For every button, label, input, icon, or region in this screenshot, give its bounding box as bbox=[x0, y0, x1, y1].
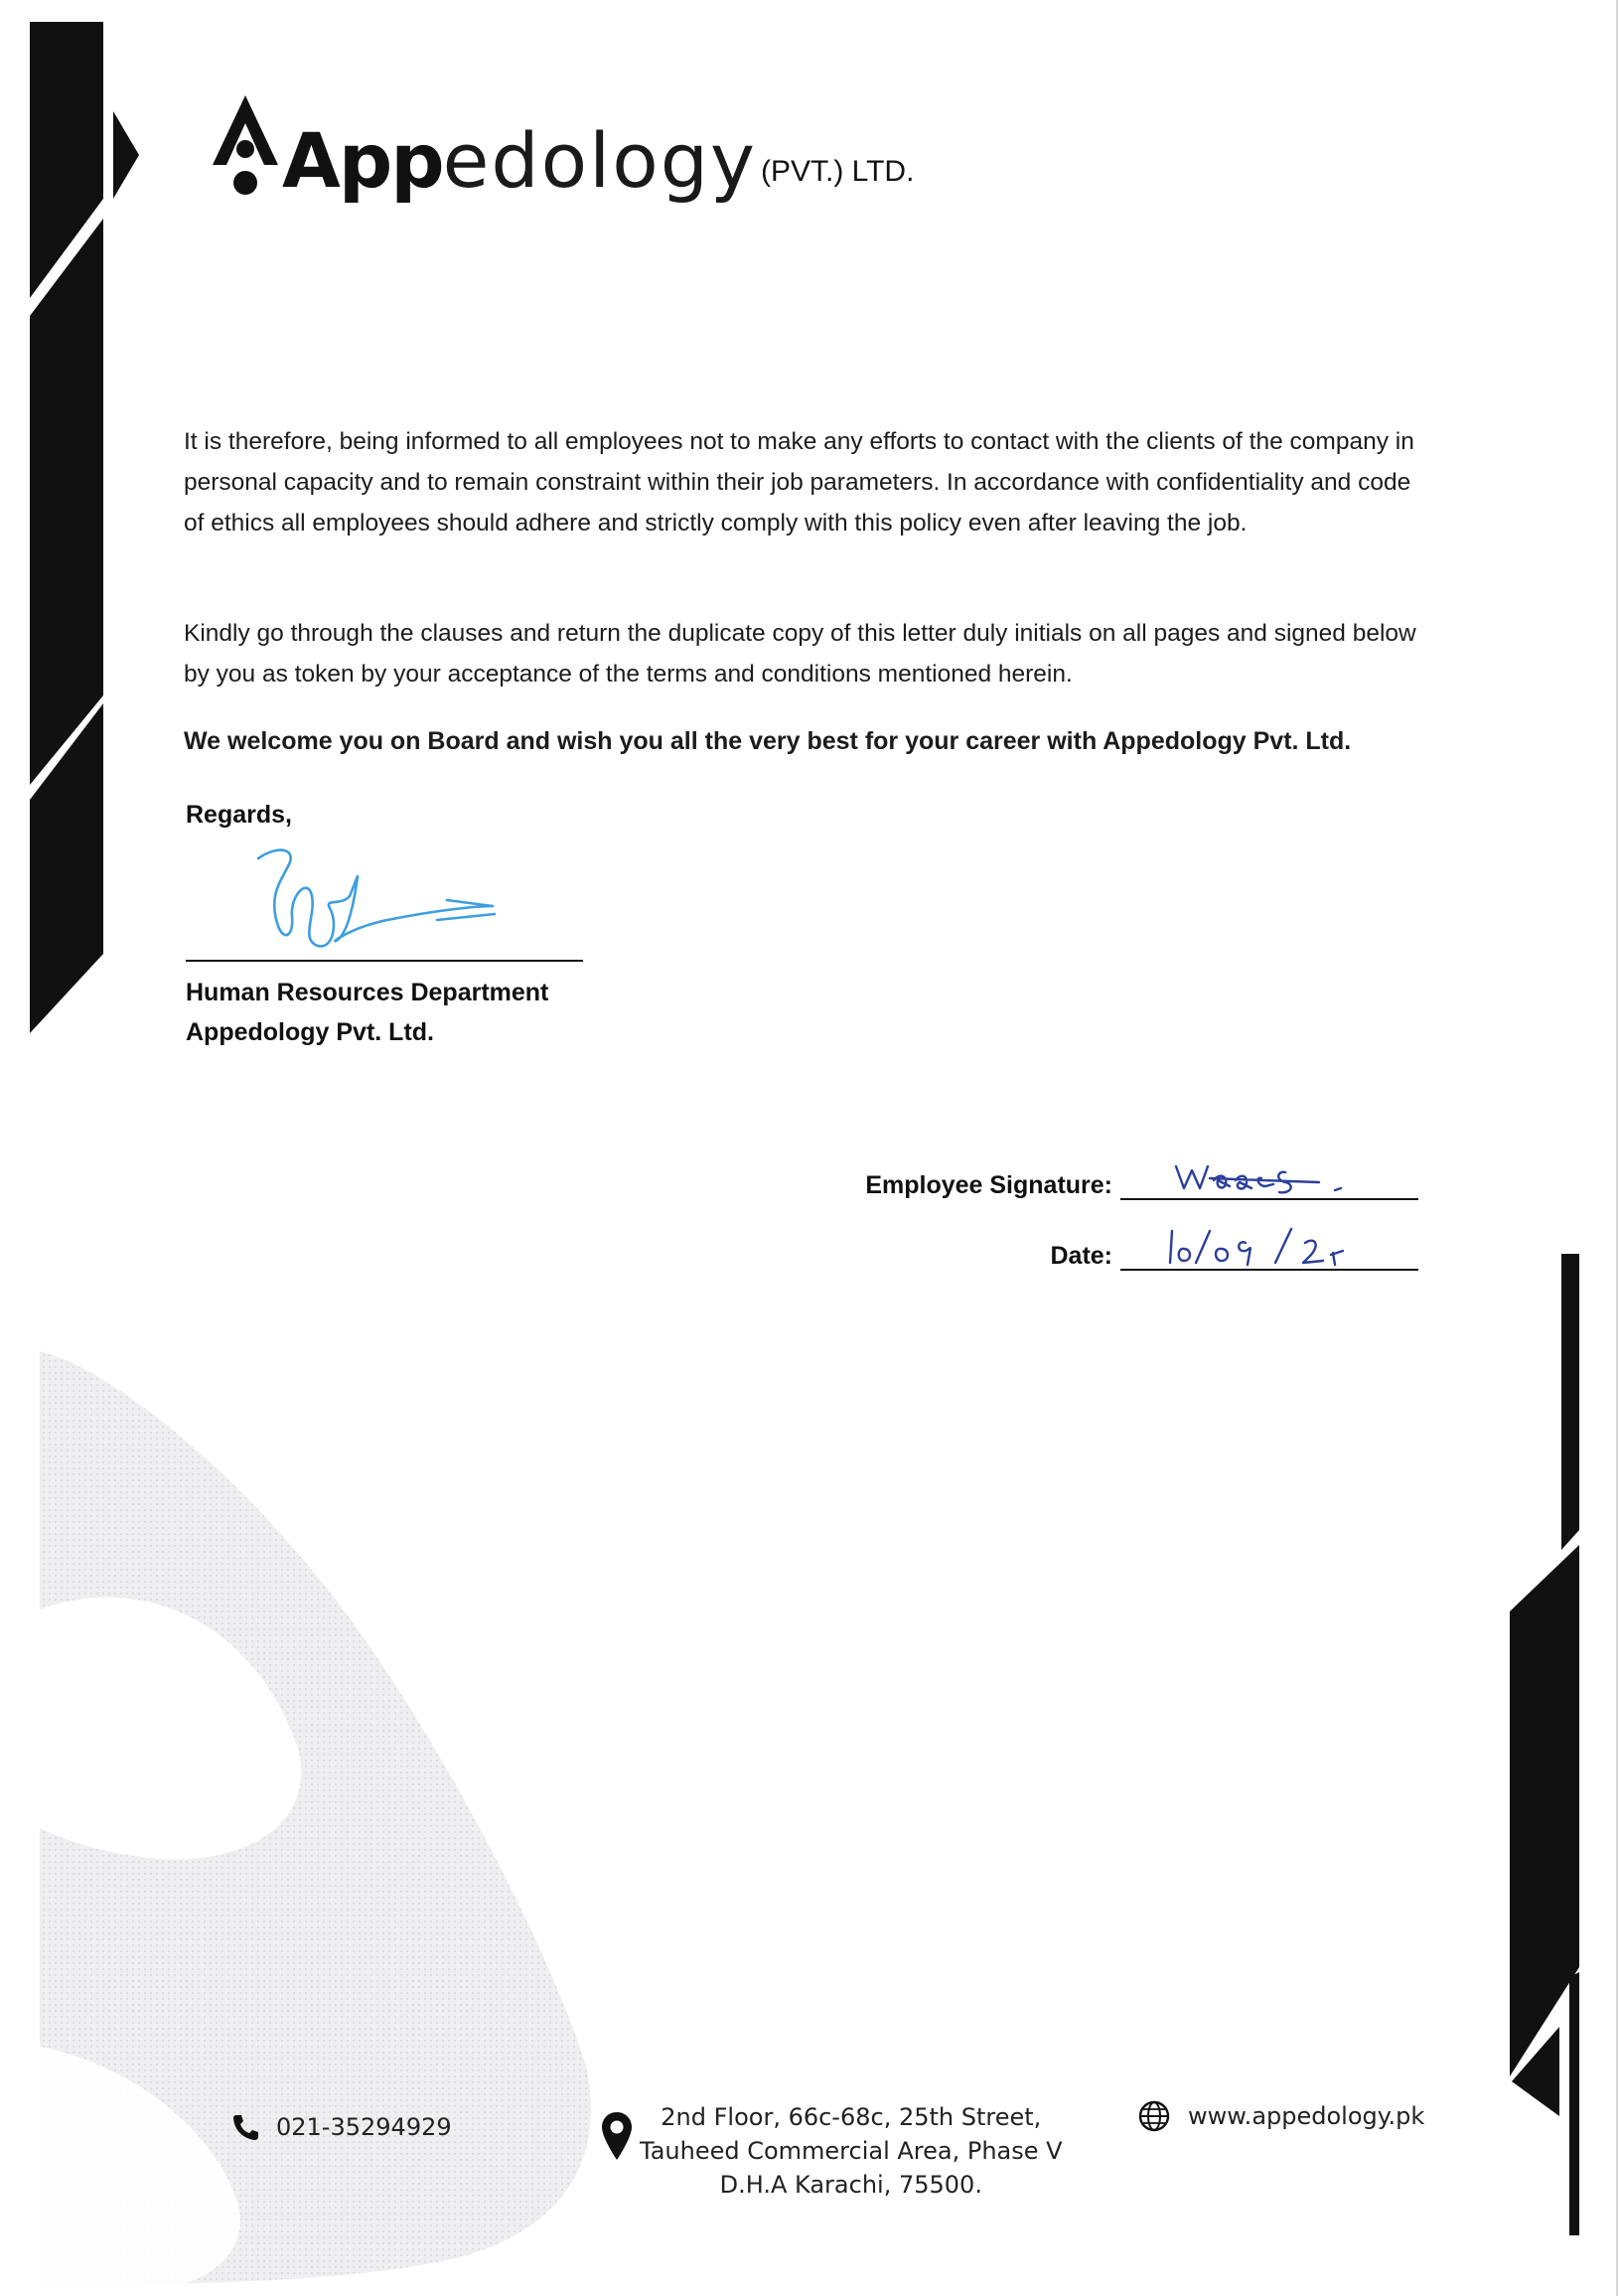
right-bar-middle bbox=[1510, 1545, 1579, 2076]
acceptance-paragraph: Kindly go through the clauses and return the duplicate copy of this letter duly initials on all pages and signed below by you as token by your acceptance of the terms and conditions mentioned herein. bbox=[184, 620, 1416, 688]
footer-address bbox=[600, 2100, 1063, 2202]
hr-signature bbox=[238, 837, 507, 966]
employee-signature-field[interactable] bbox=[1120, 1164, 1418, 1200]
globe-icon bbox=[1138, 2100, 1170, 2132]
employee-date-handwriting bbox=[1166, 1221, 1414, 1273]
hr-company: Appedology Pvt. Ltd. bbox=[186, 1018, 434, 1046]
employee-signature-label: Employee Signature: bbox=[865, 1171, 1112, 1199]
employee-date-label: Date: bbox=[1050, 1242, 1112, 1270]
hr-department: Human Resources Department bbox=[186, 979, 549, 1006]
footer-address-text bbox=[640, 2100, 1063, 2202]
footer-website-text: www.appedology.pk bbox=[1188, 2102, 1425, 2130]
location-pin-icon bbox=[600, 2110, 634, 2162]
brand-bold-text: App bbox=[282, 116, 443, 205]
right-bar-lower bbox=[1569, 1972, 1579, 2235]
appedology-logo-icon bbox=[209, 87, 282, 199]
employee-date-field[interactable] bbox=[1120, 1235, 1418, 1271]
brand-suffix: (PVT.) LTD. bbox=[760, 155, 915, 188]
left-bar-middle bbox=[30, 219, 103, 785]
closing-regards: Regards, bbox=[186, 801, 292, 829]
hr-signature-line bbox=[186, 960, 583, 962]
employee-signature-row bbox=[865, 1164, 1418, 1200]
address-line-1: 2nd Floor, 66c-68c, 25th Street, bbox=[661, 2103, 1042, 2131]
footer-website bbox=[1138, 2100, 1424, 2132]
employee-signature-handwriting bbox=[1170, 1158, 1389, 1202]
welcome-paragraph: We welcome you on Board and wish you all the very best for your career with Appedology Pvt. Ltd. bbox=[184, 727, 1352, 755]
company-logo bbox=[209, 87, 915, 205]
brand-light-text: edology bbox=[442, 116, 757, 205]
employee-date-row bbox=[1050, 1235, 1418, 1271]
address-line-2: Tauheed Commercial Area, Phase V bbox=[640, 2137, 1063, 2165]
address-line-3: D.H.A Karachi, 75500. bbox=[719, 2171, 982, 2199]
footer-phone bbox=[230, 2112, 452, 2142]
policy-paragraph: It is therefore, being informed to all employees not to make any efforts to contact with the clients of the company in personal capacity and to remain constraint within their job parameters. In accordance with confidentiality and code of ethics all employees should adhere and strictly comply with this policy even after leaving the job. bbox=[184, 428, 1414, 536]
phone-icon bbox=[230, 2112, 260, 2142]
right-bar-upper bbox=[1561, 1254, 1579, 1550]
footer-phone-text: 021-35294929 bbox=[276, 2113, 452, 2141]
